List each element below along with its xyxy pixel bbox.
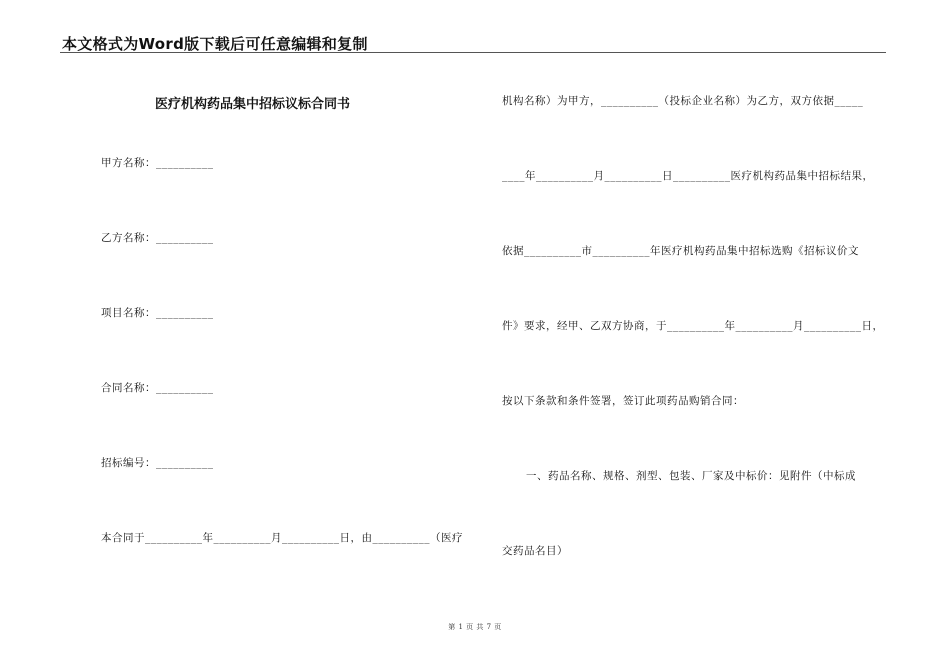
tender-number-field: 招标编号：__________ bbox=[101, 457, 214, 469]
clause-one-line: 一、药品名称、规格、剂型、包装、厂家及中标价：见附件（中标成 bbox=[526, 470, 856, 482]
body-line: 交药品名目） bbox=[502, 545, 568, 557]
body-line: 依据__________市__________年医疗机构药品集中招标选购《招标议价文 bbox=[502, 245, 859, 257]
document-banner: 本文格式为Word版下载后可任意编辑和复制 bbox=[62, 35, 368, 53]
project-name-field: 项目名称：__________ bbox=[101, 307, 214, 319]
banner-divider bbox=[60, 52, 886, 53]
body-line: ____年__________月__________日__________医疗机构药品集中招标结果， bbox=[502, 170, 874, 182]
page-number: 第 1 页 共 7 页 bbox=[448, 623, 502, 631]
contract-name-field: 合同名称：__________ bbox=[101, 382, 214, 394]
contract-intro-line: 本合同于__________年__________月__________日，由__________（医疗 bbox=[101, 532, 463, 544]
body-line: 件》要求，经甲、乙双方协商，于__________年__________月__________日， bbox=[502, 320, 884, 332]
body-line: 机构名称）为甲方，__________（投标企业名称）为乙方，双方依据_____ bbox=[502, 95, 864, 107]
party-a-name-field: 甲方名称：__________ bbox=[101, 157, 214, 169]
contract-title: 医疗机构药品集中招标议标合同书 bbox=[155, 97, 351, 112]
party-b-name-field: 乙方名称：__________ bbox=[101, 232, 214, 244]
body-line: 按以下条款和条件签署，签订此项药品购销合同： bbox=[502, 395, 744, 407]
